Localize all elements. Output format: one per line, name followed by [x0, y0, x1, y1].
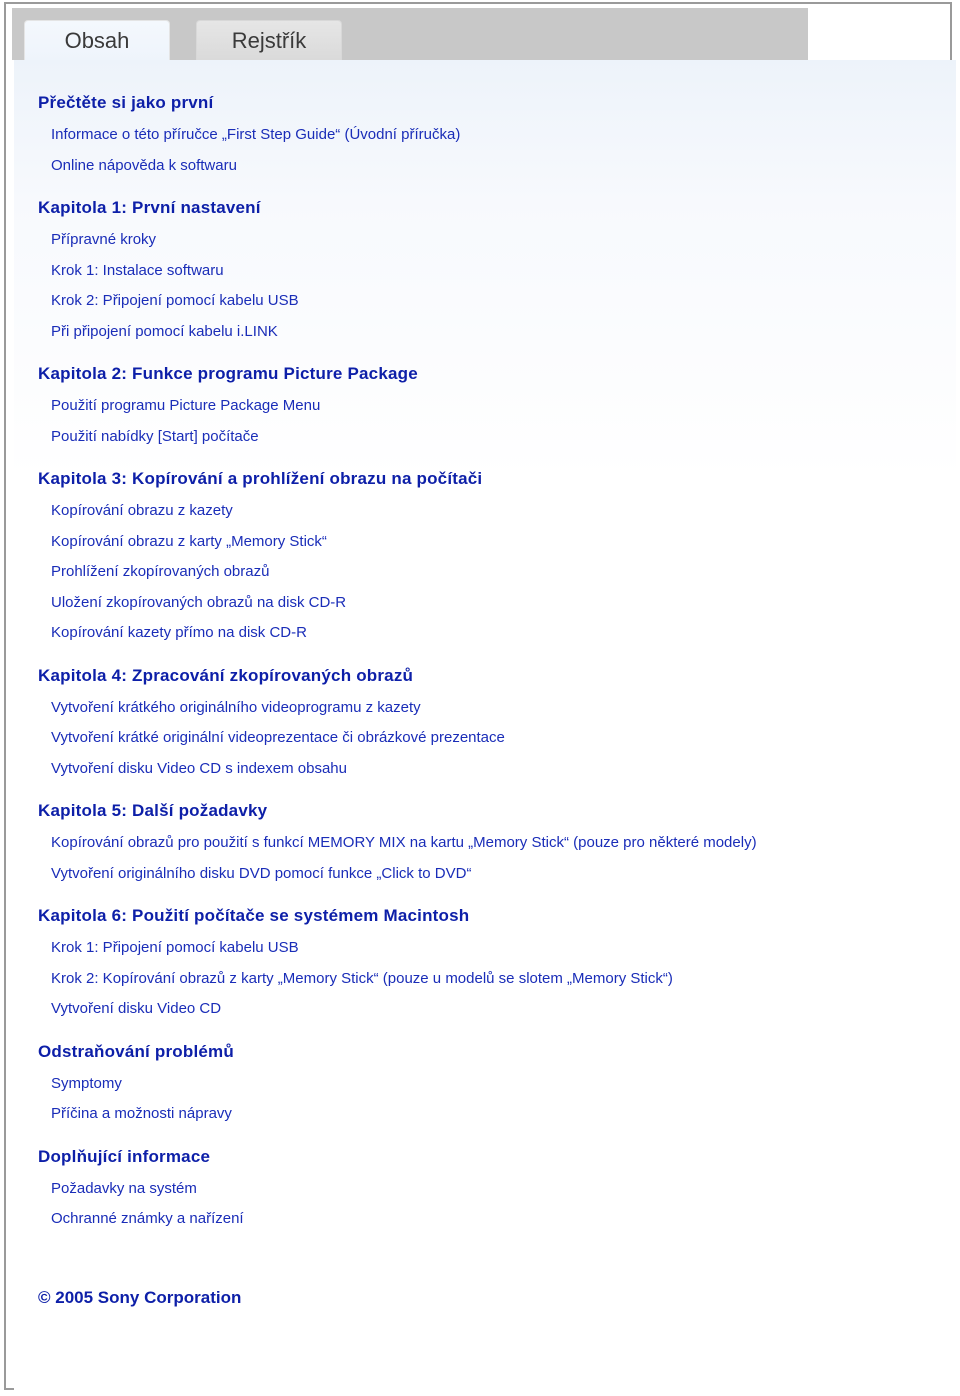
- tab-bar: [12, 8, 808, 60]
- toc-item-link[interactable]: Vytvoření krátkého originálního videoprogramu z kazety: [51, 698, 421, 716]
- toc-section: [38, 466, 938, 649]
- window-frame: [4, 2, 952, 1390]
- toc-section: [38, 361, 938, 452]
- toc-section: [38, 663, 938, 785]
- section-title-link[interactable]: Kapitola 1: První nastavení: [38, 198, 261, 217]
- tab-rejstrik[interactable]: Rejstřík: [196, 20, 342, 60]
- section-title-link[interactable]: Kapitola 4: Zpracování zkopírovaných obrazů: [38, 665, 414, 685]
- section-title-link[interactable]: Kapitola 5: Další požadavky: [38, 801, 268, 820]
- toc-item-link[interactable]: Krok 1: Připojení pomocí kabelu USB: [51, 939, 299, 956]
- toc-item-link[interactable]: Vytvoření disku Video CD: [51, 1000, 222, 1017]
- toc-item-link[interactable]: Symptomy: [51, 1074, 122, 1092]
- toc-section: [38, 1144, 938, 1235]
- section-title-link[interactable]: Odstraňování problémů: [38, 1041, 234, 1061]
- toc-item-link[interactable]: Přípravné kroky: [51, 231, 157, 248]
- toc-item-link[interactable]: Kopírování obrazů pro použití s funkcí MEMORY MIX na kartu „Memory Stick“ (pouze pro některé modely): [51, 834, 757, 851]
- section-title-link[interactable]: Doplňující informace: [38, 1146, 211, 1166]
- toc-item-link[interactable]: Krok 2: Připojení pomocí kabelu USB: [51, 292, 299, 309]
- toc-section: [38, 195, 938, 347]
- toc-item-link[interactable]: Ochranné známky a nařízení: [51, 1210, 244, 1227]
- toc-section: [38, 798, 938, 889]
- toc-item-link[interactable]: Kopírování obrazu z kazety: [51, 502, 233, 519]
- section-title-link[interactable]: Kapitola 3: Kopírování a prohlížení obrazu na počítači: [38, 469, 483, 488]
- toc-item-link[interactable]: Kopírování obrazu z karty „Memory Stick“: [51, 532, 327, 550]
- copyright-notice: © 2005 Sony Corporation: [38, 1288, 242, 1307]
- toc-item-link[interactable]: Použití programu Picture Package Menu: [51, 397, 321, 414]
- toc-item-link[interactable]: Použití nabídky [Start] počítače: [51, 427, 259, 445]
- toc-item-link[interactable]: Krok 2: Kopírování obrazů z karty „Memory Stick“ (pouze u modelů se slotem „Memory Stick“): [51, 969, 673, 987]
- toc-content: [14, 60, 956, 1390]
- toc-item-link[interactable]: Krok 1: Instalace softwaru: [51, 261, 224, 279]
- section-title-link[interactable]: Přečtěte si jako první: [38, 93, 214, 112]
- section-title-link[interactable]: Kapitola 2: Funkce programu Picture Package: [38, 364, 418, 383]
- toc-section: [38, 90, 938, 181]
- toc-item-link[interactable]: Kopírování kazety přímo na disk CD-R: [51, 624, 307, 641]
- toc-item-link[interactable]: Vytvoření krátké originální videoprezentace či obrázkové prezentace: [51, 729, 505, 746]
- toc-item-link[interactable]: Online nápověda k softwaru: [51, 156, 237, 174]
- toc-item-link[interactable]: Prohlížení zkopírovaných obrazů: [51, 563, 270, 580]
- toc-item-link[interactable]: Vytvoření disku Video CD s indexem obsahu: [51, 759, 347, 777]
- section-title-link[interactable]: Kapitola 6: Použití počítače se systémem Macintosh: [38, 906, 470, 925]
- toc-section: [38, 903, 938, 1025]
- toc-section: [38, 1039, 938, 1130]
- toc-item-link[interactable]: Informace o této příručce „First Step Guide“ (Úvodní příručka): [51, 126, 461, 143]
- tab-obsah[interactable]: Obsah: [24, 20, 170, 62]
- toc-item-link[interactable]: Při připojení pomocí kabelu i.LINK: [51, 322, 278, 340]
- table-of-contents: [38, 90, 938, 1249]
- toc-item-link[interactable]: Požadavky na systém: [51, 1179, 197, 1197]
- toc-item-link[interactable]: Vytvoření originálního disku DVD pomocí funkce „Click to DVD“: [51, 864, 472, 882]
- toc-item-link[interactable]: Příčina a možnosti nápravy: [51, 1105, 232, 1122]
- toc-item-link[interactable]: Uložení zkopírovaných obrazů na disk CD-R: [51, 593, 347, 611]
